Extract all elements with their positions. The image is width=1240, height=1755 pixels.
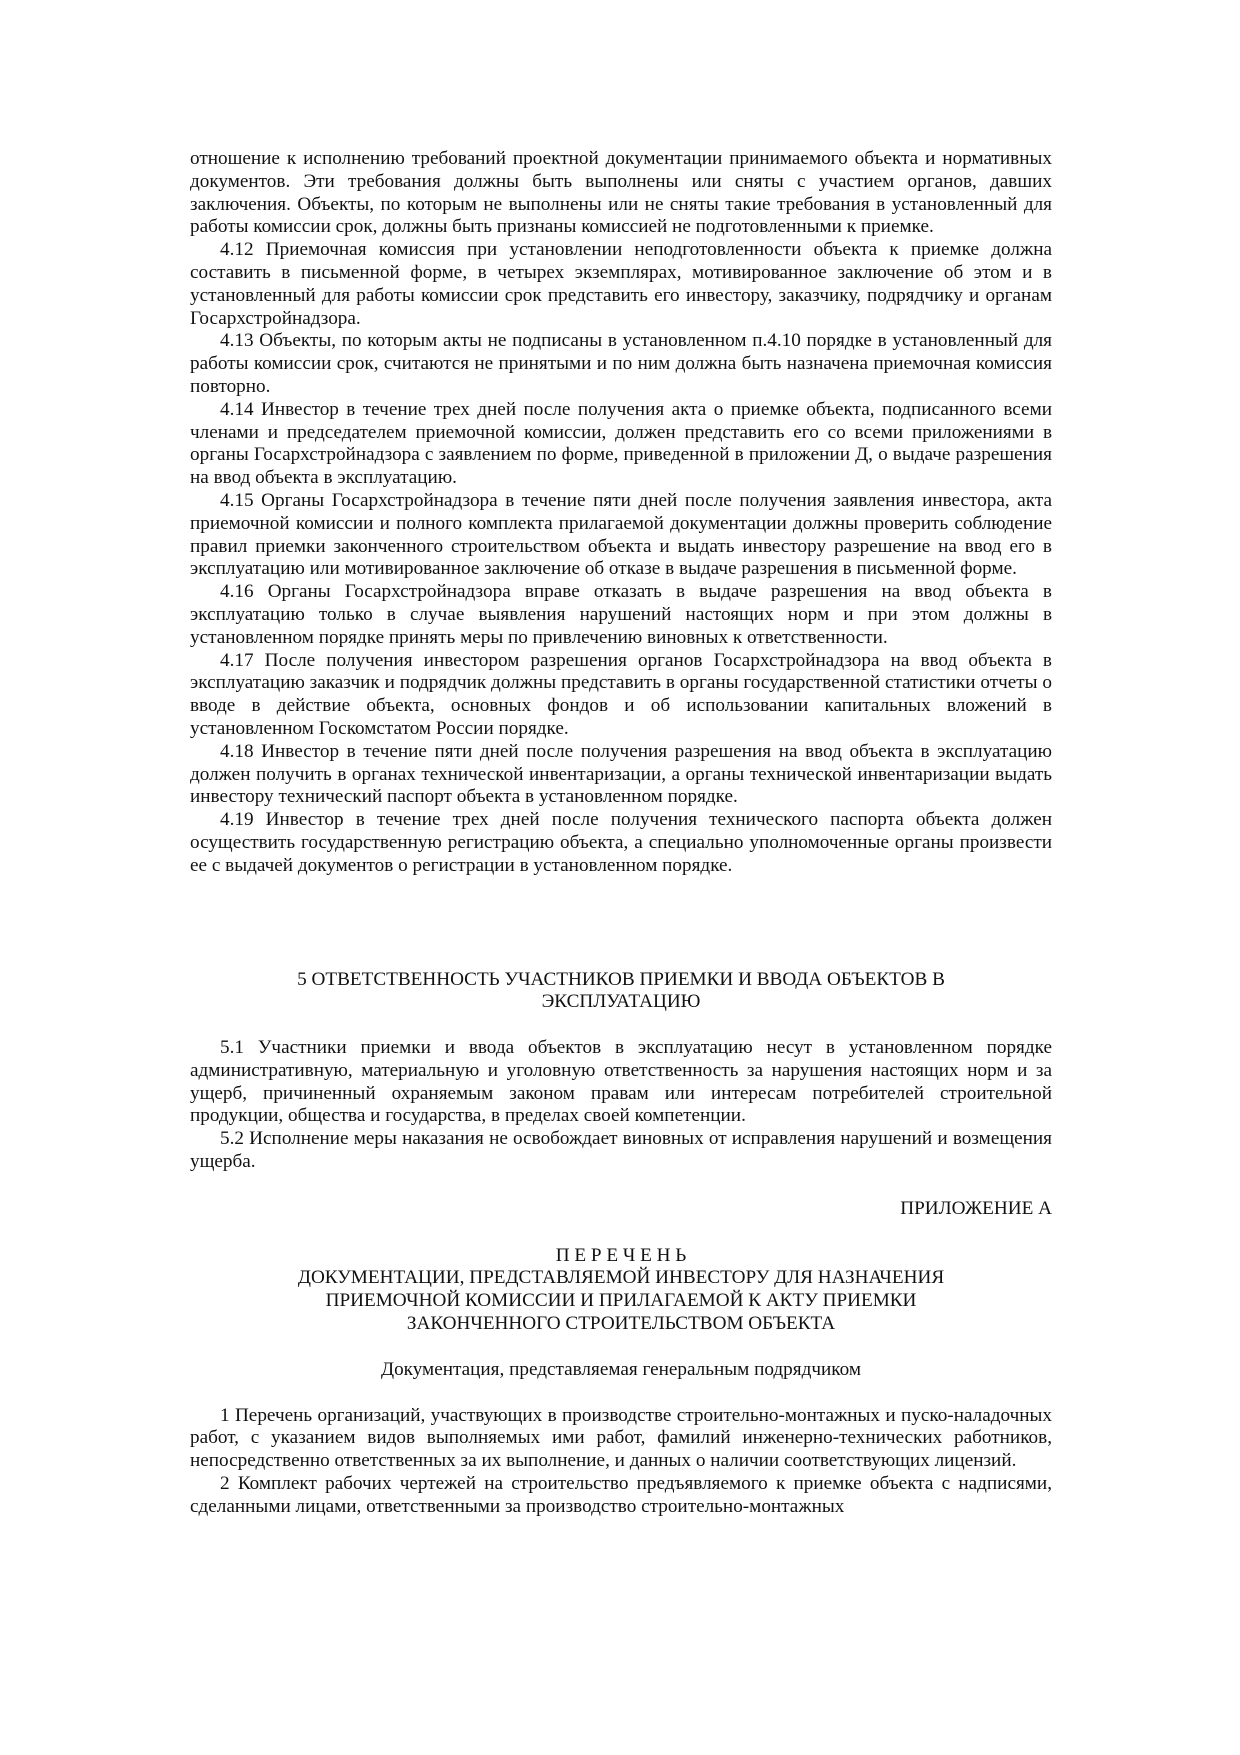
appendix-subtitle: Документация, представляемая генеральным подрядчиком — [380, 1358, 861, 1380]
items-gap — [190, 1382, 1052, 1405]
appendix-title-line-3: ПРИЕМОЧНОЙ КОМИССИИ И ПРИЛАГАЕМОЙ К АКТУ ПРИЕМКИ — [325, 1290, 917, 1312]
paragraph-5-1: 5.1 Участники приемки и ввода объектов в эксплуатацию несут в установленном порядке административную, материальную и уголовную ответственность за нарушения настоящих норм и за ущерб, причиненный охраняемым законом правам или интересам потребителей строительной продукции, общества и государства, в пределах своей компетенции. — [190, 1037, 1052, 1127]
paragraph-4-14: 4.14 Инвестор в течение трех дней после получения акта о приемке объекта, подписанного всеми членами и председателем приемочной комиссии, должен представить его со всеми приложениями в органы Госархстройнадзора с заявлением по форме, приведенной в приложении Д, о выдаче разрешения на ввод объекта в эксплуатацию. — [190, 398, 1052, 489]
appendix-title-line-1: П Е Р Е Ч Е Н Ь — [555, 1244, 687, 1266]
document-page — [190, 148, 1052, 1519]
paragraph-4-18: 4.18 Инвестор в течение пяти дней после получения разрешения на ввод объекта в эксплуатацию должен получить в органах технической инвентаризации, а органы технической инвентаризации выдать инвестору технический паспорт объекта в установленном порядке. — [190, 740, 1052, 808]
paragraph-4-17: 4.17 После получения инвестором разрешения органов Госархстройнадзора на ввод объекта в эксплуатацию заказчик и подрядчик должны представить в органы государственной статистики отчеты о вводе в действие объекта, основных фондов и об использовании капитальных вложений в установленном Госкомстатом России порядке. — [190, 649, 1052, 739]
appendix-title-gap — [190, 1221, 1052, 1245]
heading-gap — [190, 1014, 1052, 1037]
appendix-item-2: 2 Комплект рабочих чертежей на строительство предъявляемого к приемке объекта с надписями, сделанными лицами, ответственными за производство строительно-монтажных — [190, 1473, 1052, 1517]
appendix-label: ПРИЛОЖЕНИЕ А — [900, 1197, 1052, 1219]
appendix-title-line-2: ДОКУМЕНТАЦИИ, ПРЕДСТАВЛЯЕМОЙ ИНВЕСТОРУ ДЛЯ НАЗНАЧЕНИЯ — [297, 1267, 945, 1289]
subtitle-gap — [190, 1336, 1052, 1359]
appendix-item-1: 1 Перечень организаций, участвующих в производстве строительно-монтажных и пуско-наладочных работ, с указанием видов выполняемых ими работ, фамилий инженерно-технических работников, непосредственно ответственных за их выполнение, и данных о наличии соответствующих лицензий. — [190, 1404, 1052, 1472]
paragraph-5-2: 5.2 Исполнение меры наказания не освобождает виновных от исправления нарушений и возмещения ущерба. — [190, 1128, 1052, 1173]
section-5-heading: 5 ОТВЕТСТВЕННОСТЬ УЧАСТНИКОВ ПРИЕМКИ И ВВОДА ОБЪЕКТОВ В ЭКСПЛУАТАЦИЮ — [297, 968, 945, 1013]
section-gap — [190, 878, 1052, 969]
paragraph-4-13: 4.13 Объекты, по которым акты не подписаны в установленном п.4.10 порядке в установленный для работы комиссии срок, считаются не принятыми и по ним должна быть назначена приемочная комиссия повторно. — [190, 330, 1052, 397]
appendix-gap — [190, 1174, 1052, 1198]
paragraph-4-15: 4.15 Органы Госархстройнадзора в течение пяти дней после получения заявления инвестора, акта приемочной комиссии и полного комплекта прилагаемой документации должны проверить соблюдение правил приемки законченного строительством объекта и выдать инвестору разрешение на ввод его в эксплуатацию или мотивированное заключение об отказе в выдаче разрешения в письменной форме. — [190, 489, 1052, 580]
paragraph-4-12: 4.12 Приемочная комиссия при установлении неподготовленности объекта к приемке должна составить в письменной форме, в четырех экземплярах, мотивированное заключение об этом и в установленный для работы комиссии срок представить его инвестору, заказчику, подрядчику и органам Госархстройнадзора. — [190, 239, 1052, 329]
paragraph-4-16: 4.16 Органы Госархстройнадзора вправе отказать в выдаче разрешения на ввод объекта в эксплуатацию только в случае выявления нарушений настоящих норм и при этом должны в установленном порядке принять меры по привлечению виновных к ответственности. — [190, 581, 1052, 648]
paragraph-continuation: отношение к исполнению требований проектной документации принимаемого объекта и нормативных документов. Эти требования должны быть выполнены или сняты с участием органов, давших заключения. Объекты, по которым не выполнены или не сняты такие требования в установленный для работы комиссии срок, должны быть признаны комиссией не подготовленными к приемке. — [190, 148, 1052, 238]
appendix-title-line-4: ЗАКОНЧЕННОГО СТРОИТЕЛЬСТВОМ ОБЪЕКТА — [406, 1313, 836, 1335]
paragraph-4-19: 4.19 Инвестор в течение трех дней после получения технического паспорта объекта должен осуществить государственную регистрацию объекта, а специально уполномоченные органы произвести ее с выдачей документов о регистрации в установленном порядке. — [190, 809, 1052, 876]
